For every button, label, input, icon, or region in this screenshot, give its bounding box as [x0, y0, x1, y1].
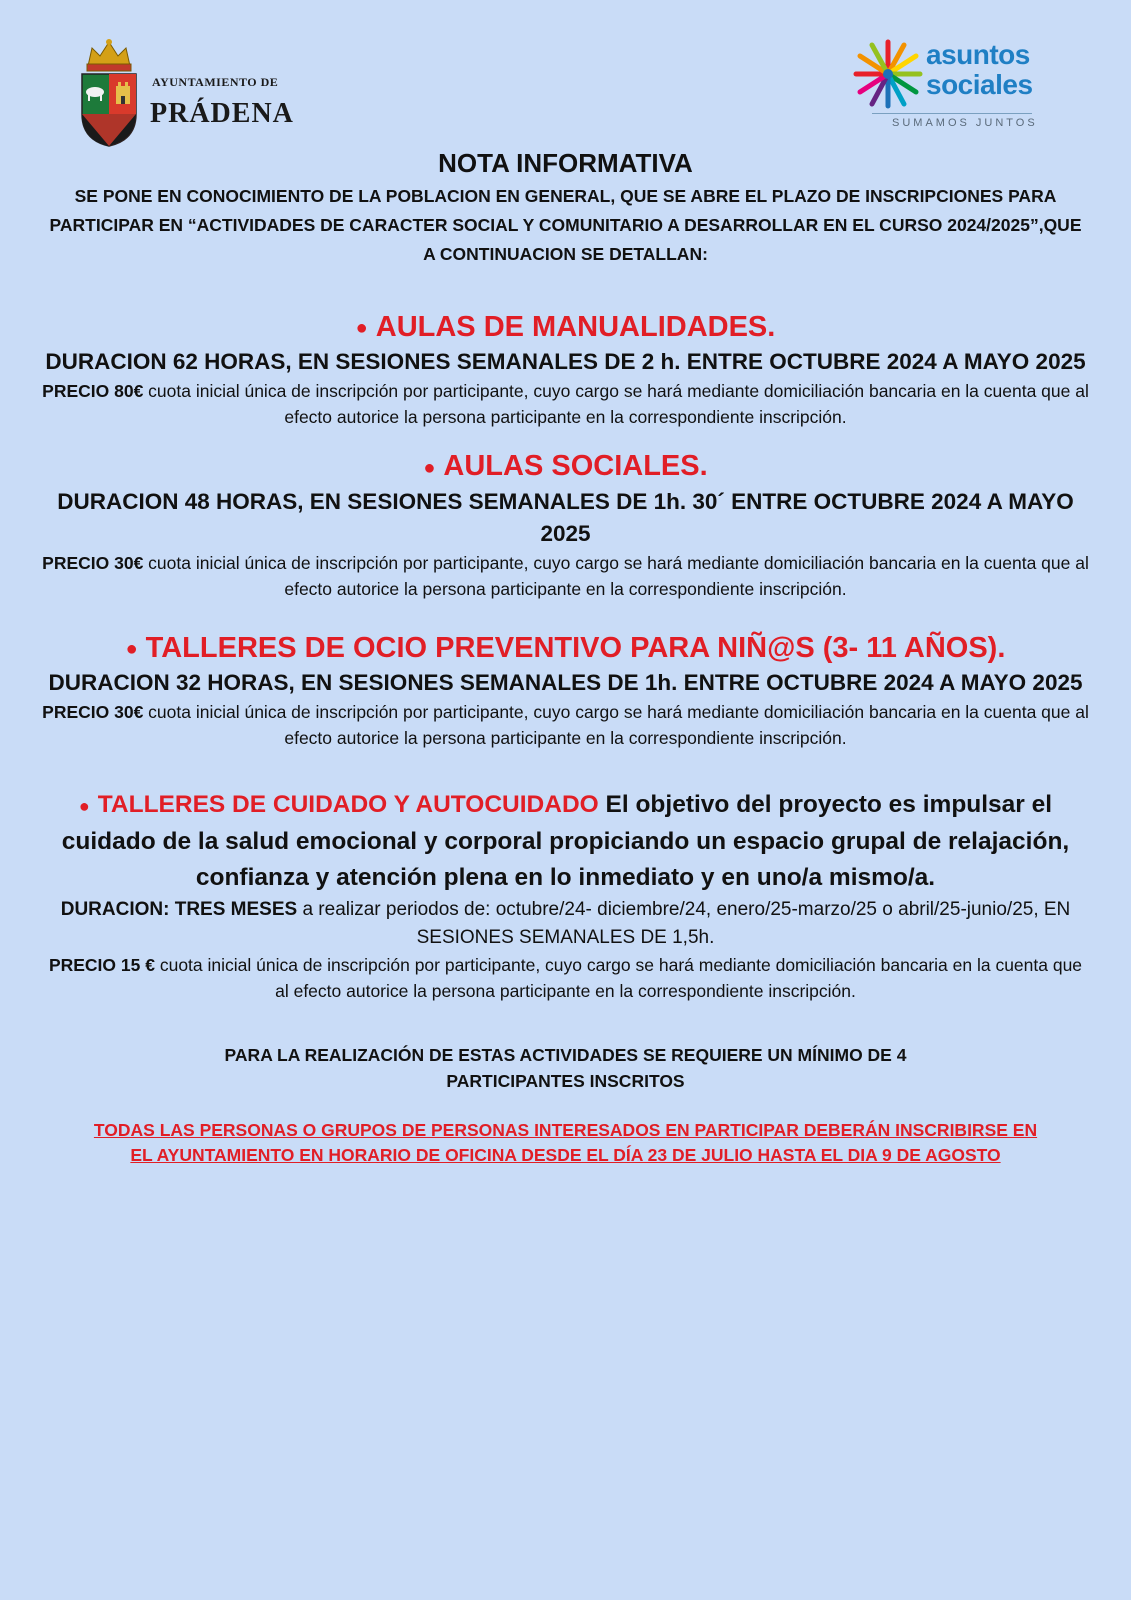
- coat-of-arms-icon: [78, 36, 140, 148]
- section-heading: ● TALLERES DE OCIO PREVENTIVO PARA NIÑ@S (3- 11 AÑOS).: [125, 631, 1006, 664]
- logo-tagline: SUMAMOS JUNTOS: [892, 117, 1038, 129]
- section-price: PRECIO 15 € cuota inicial única de inscripción por participante, cuyo cargo se hará mediante domiciliación bancaria en la cuenta que al efecto autorice la persona participante en la correspondiente inscripción.: [48, 954, 1083, 1001]
- section-manualidades: [0, 309, 1131, 430]
- section-heading: ● AULAS SOCIALES.: [423, 450, 708, 483]
- section-price: PRECIO 30€ cuota inicial única de inscripción por participante, cuyo cargo se hará mediante domiciliación bancaria en la cuenta que al efecto autorice la persona participante en la correspondiente inscripción.: [42, 552, 1089, 599]
- section-duration: DURACION 62 HORAS, EN SESIONES SEMANALES DE 2 h. ENTRE OCTUBRE 2024 A MAYO 2025: [45, 349, 1086, 375]
- logo-divider: [872, 113, 1032, 114]
- notice-body: [0, 146, 1131, 1168]
- section-heading: ● AULAS DE MANUALIDADES.: [355, 311, 776, 343]
- bullet-icon: ●: [423, 456, 436, 479]
- municipality-name: PRÁDENA: [150, 98, 294, 129]
- page-title: NOTA INFORMATIVA: [438, 148, 693, 178]
- section-description: ● TALLERES DE CUIDADO Y AUTOCUIDADO El objetivo del proyecto es impulsar el cuidado de la salud emocional y corporal propiciando un espacio grupal de relajación, confianza y atención plena en lo inmediato y en uno/a mismo/a.: [61, 791, 1070, 891]
- logo-word-sociales: sociales: [926, 69, 1033, 100]
- page-header: [0, 0, 1131, 150]
- section-price: PRECIO 30€ cuota inicial única de inscripción por participante, cuyo cargo se hará mediante domiciliación bancaria en la cuenta que al efecto autorice la persona participante en la correspondiente inscripción.: [42, 702, 1089, 749]
- section-ocio-preventivo: [0, 630, 1131, 751]
- minimum-participants-note: PARA LA REALIZACIÓN DE ESTAS ACTIVIDADES SE REQUIERE UN MÍNIMO DE 4 PARTICIPANTES INSCRITOS: [224, 1044, 907, 1091]
- section-autocuidado: [0, 787, 1131, 1004]
- bullet-icon: ●: [125, 638, 138, 661]
- bullet-icon: ●: [78, 795, 90, 816]
- ayuntamiento-label: AYUNTAMIENTO DE: [152, 75, 279, 89]
- registration-deadline-notice: TODAS LAS PERSONAS O GRUPOS DE PERSONAS INTERESADOS EN PARTICIPAR DEBERÁN INSCRIBIRSE EN EL AYUNTAMIENTO EN HORARIO DE OFICINA DESDE EL DÍA 23 DE JULIO HASTA EL DIA 9 DE AGOSTO: [93, 1119, 1038, 1165]
- section-duration: DURACION 48 HORAS, EN SESIONES SEMANALES DE 1h. 30´ ENTRE OCTUBRE 2024 A MAYO 2025: [57, 488, 1074, 546]
- logo-word-asuntos: asuntos: [926, 39, 1030, 70]
- section-duration: DURACION: TRES MESES a realizar periodos de: octubre/24- diciembre/24, enero/25-marzo/25 o abril/25-junio/25, EN SESIONES SEMANALES DE 1,5h.: [60, 898, 1071, 948]
- section-aulas-sociales: [0, 448, 1131, 601]
- asuntos-sociales-logo: [852, 38, 1052, 138]
- section-price: PRECIO 80€ cuota inicial única de inscripción por participante, cuyo cargo se hará mediante domiciliación bancaria en la cuenta que al efecto autorice la persona participante en la correspondiente inscripción.: [42, 381, 1089, 428]
- intro-text: SE PONE EN CONOCIMIENTO DE LA POBLACION EN GENERAL, QUE SE ABRE EL PLAZO DE INSCRIPCIONES PARA PARTICIPAR EN “ACTIVIDADES DE CARACTER SOCIAL Y COMUNITARIO A DESARROLLAR EN EL CURSO 2024/2025”,QUE A CONTINUACION SE DETALLAN:: [49, 186, 1082, 264]
- bullet-icon: ●: [355, 317, 368, 340]
- starburst-icon: [852, 38, 924, 110]
- section-duration: DURACION 32 HORAS, EN SESIONES SEMANALES DE 1h. ENTRE OCTUBRE 2024 A MAYO 2025: [48, 670, 1083, 696]
